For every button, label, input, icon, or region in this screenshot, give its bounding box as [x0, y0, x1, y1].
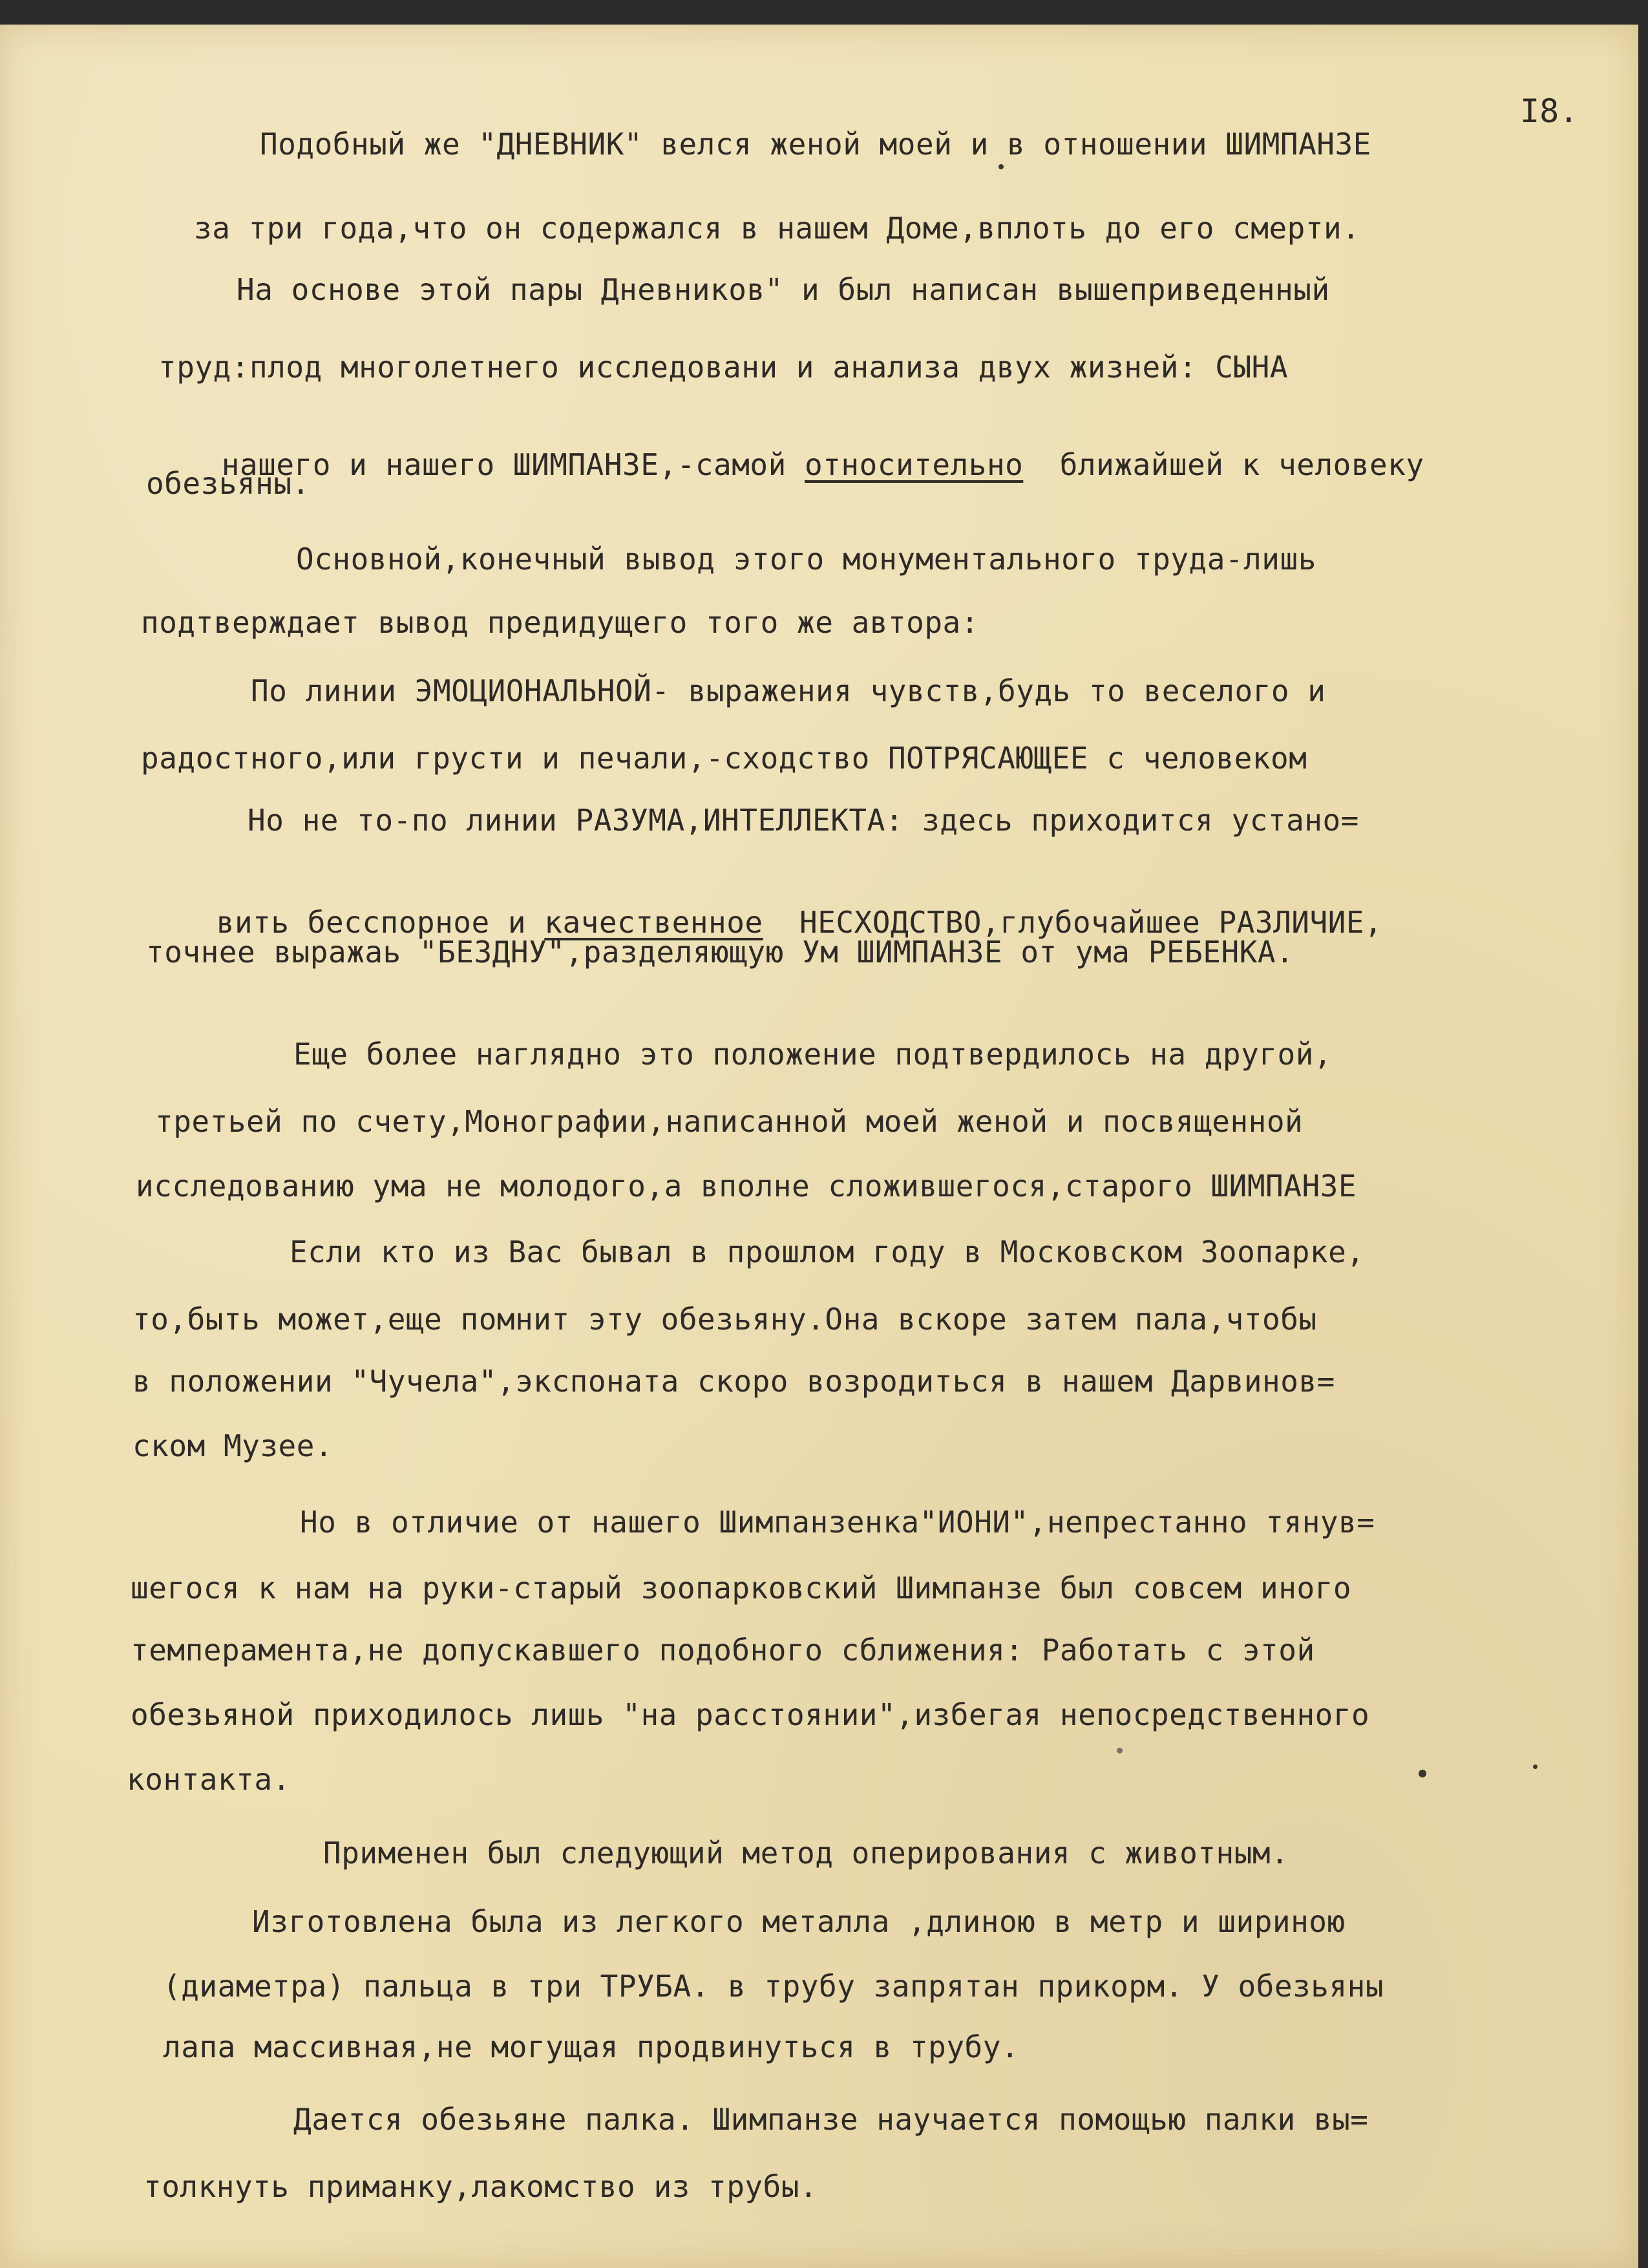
- ink-speck: [1533, 1765, 1537, 1769]
- ink-speck: [998, 164, 1004, 169]
- text-line: Подобный же "ДНЕВНИК" велся женой моей и в отношении ШИМПАНЗЕ: [260, 127, 1371, 162]
- text-line: шегося к нам на руки-старый зоопарковский Шимпанзе был совсем иного: [131, 1571, 1352, 1606]
- text-line: в положении "Чучела",экспоната скоро возродиться в нашем Дарвинов=: [132, 1364, 1335, 1399]
- text-line: обезьяной приходилось лишь "на расстоянии",избегая непосредственного: [131, 1697, 1370, 1732]
- ink-speck: [1117, 1748, 1123, 1754]
- text-line: Основной,конечный вывод этого монументального труда-лишь: [296, 542, 1316, 577]
- text-line: [149, 412, 1424, 517]
- ink-speck: [1419, 1770, 1426, 1777]
- text-line: На основе этой пары Дневников" и был написан вышеприведенный: [237, 272, 1330, 307]
- text-line: толкнуть приманку,лакомство из трубы.: [143, 2169, 818, 2204]
- line-segment: вить бесспорное и: [216, 905, 545, 940]
- text-line: то,быть может,еще помнит эту обезьяну.Она вскоре затем пала,чтобы: [132, 1302, 1317, 1337]
- text-line: точнее выражаь "БЕЗДНУ",разделяющую Ум ШИМПАНЗЕ от ума РЕБЕНКА.: [146, 935, 1294, 970]
- text-line: радостного,или грусти и печали,-сходство ПОТРЯСАЮЩЕЕ с человеком: [141, 741, 1307, 776]
- underlined-word: относительно: [805, 447, 1024, 482]
- underlined-word: качественное: [544, 905, 763, 940]
- text-line: контакта.: [127, 1762, 291, 1797]
- text-line: Если кто из Вас бывал в прошлом году в Московском Зоопарке,: [290, 1235, 1365, 1269]
- text-line: за три года,что он содержался в нашем Доме,вплоть до его смерти.: [194, 211, 1360, 246]
- text-line: темперамента,не допускавшего подобного сближения: Работать с этой: [131, 1633, 1315, 1668]
- line-segment: ближайшей к человеку: [1023, 447, 1424, 482]
- text-line: третьей по счету,Монографии,написанной моей женой и посвященной: [155, 1104, 1304, 1139]
- line-segment: НЕСХОДСТВО,глубочайшее РАЗЛИЧИЕ,: [763, 905, 1383, 940]
- text-line: Применен был следующий метод оперирования с животным.: [323, 1836, 1289, 1871]
- text-line: лапа массивная,не могущая продвинуться в трубу.: [163, 2030, 1020, 2064]
- text-line: труд:плод многолетнего исследовани и анализа двух жизней: СЫНА: [158, 350, 1289, 385]
- text-line: Но в отличие от нашего Шимпанзенка"ИОНИ",непрестанно тянув=: [300, 1505, 1375, 1540]
- text-line: По линии ЭМОЦИОНАЛЬНОЙ- выражения чувств,будь то веселого и: [251, 673, 1326, 708]
- page-number: I8.: [1520, 92, 1579, 130]
- text-line: Еще более наглядно это положение подтвердилось на другой,: [293, 1037, 1333, 1072]
- text-line: подтверждает вывод предидущего того же автора:: [141, 605, 979, 640]
- line-segment: нашего и нашего ШИМПАНЗЕ,-самой: [221, 447, 805, 482]
- text-line: (диаметра) пальца в три ТРУБА. в трубу запрятан прикорм. У обезьяны: [163, 1969, 1384, 2004]
- text-line: Изготовлена была из легкого металла ,длиною в метр и шириною: [252, 1904, 1346, 1939]
- typewritten-page: [0, 25, 1638, 2268]
- text-line: ском Музее.: [132, 1428, 333, 1463]
- text-line: Но не то-по линии РАЗУМА,ИНТЕЛЛЕКТА: здесь приходится устано=: [248, 803, 1359, 838]
- text-line: исследованию ума не молодого,а вполне сложившегося,старого ШИМПАНЗЕ: [136, 1169, 1357, 1203]
- text-line: обезьяны.: [146, 466, 310, 501]
- text-line: Дается обезьяне палка. Шимпанзе научается помощью палки вы=: [293, 2102, 1369, 2137]
